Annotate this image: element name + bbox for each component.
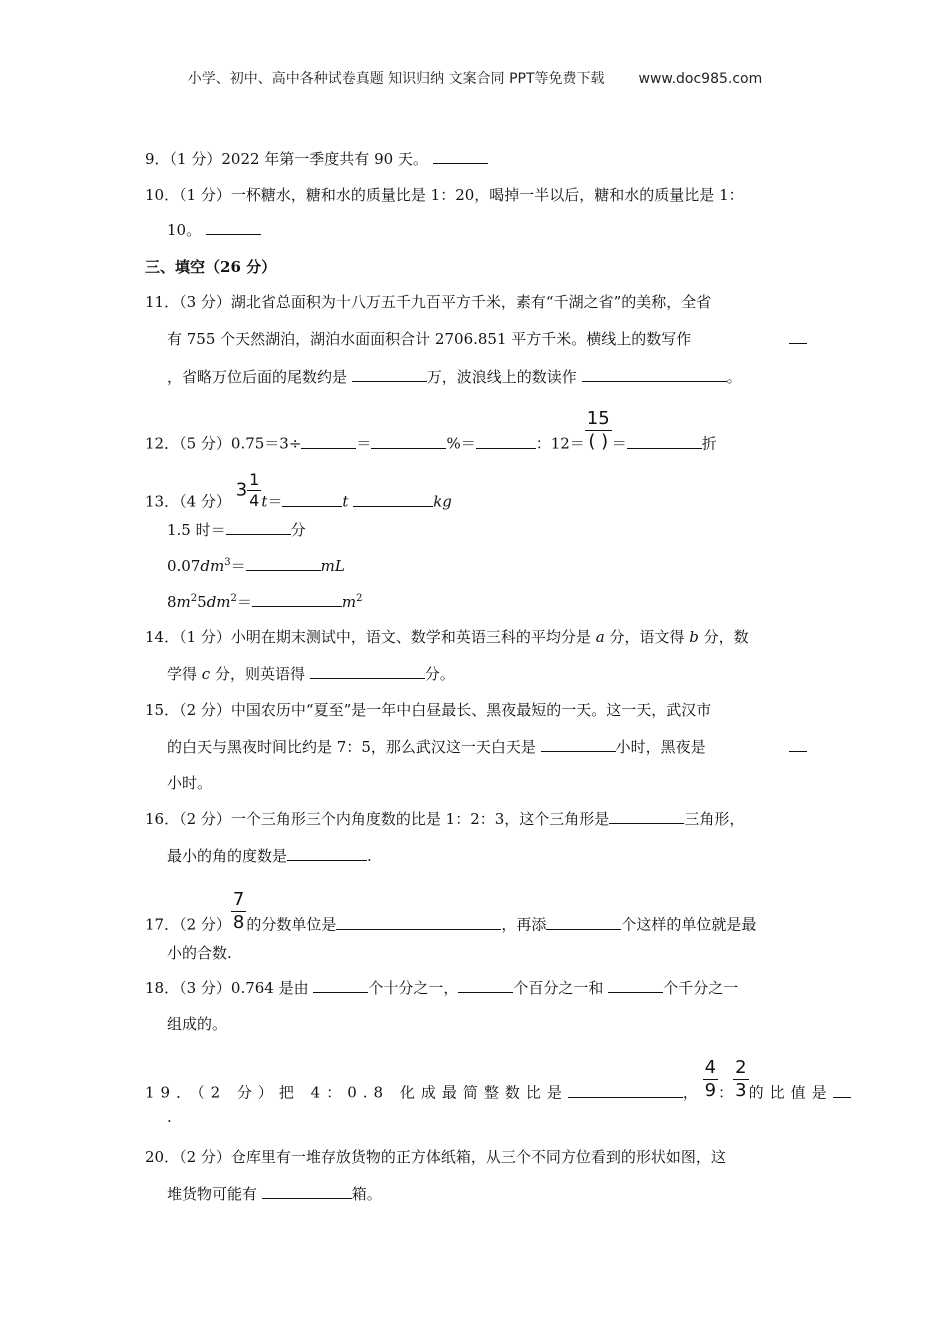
q16-blank-2[interactable] [287,845,367,861]
question-13-line4 [167,591,363,612]
q13-number: 13． [145,492,180,511]
q13-l3-sup: 3 [224,557,231,568]
q17-frac-num: 7 [232,889,245,910]
q18-blank-2[interactable] [458,977,513,993]
q15-blank-1[interactable] [541,736,616,752]
q17-l1c: 个这样的单位就是最 [621,915,757,934]
question-12 [145,408,717,465]
section-3-title: 三、填空（26 分） [145,258,277,276]
q14-l2a: 学得 [167,665,198,683]
q19-score: （2 分） [197,1083,279,1102]
question-10-cont [167,219,261,240]
q11-line1: 湖北省总面积为十八万五千九百平方千米，素有“千湖之省”的美称，全省 [230,293,712,311]
q14-var-b: b [689,628,699,646]
q10-cont-text: 10。 [167,221,202,239]
q13-mixed-den: 4 [249,491,260,510]
q18-blank-3[interactable] [608,977,663,993]
q20-l2b: 箱。 [351,1185,382,1203]
q17-number: 17． [145,915,180,934]
q15-blank-2[interactable] [789,736,807,752]
q18-blank-1[interactable] [313,977,368,993]
q11-line3c: 。 [726,368,742,386]
q13-mixed-num: 1 [249,470,260,489]
q17-blank-2[interactable] [546,914,621,930]
question-14-line2 [167,663,455,684]
q20-answer-blank[interactable] [262,1183,352,1199]
q14-score: （1 分） [179,628,231,646]
q16-l2b: . [367,847,372,865]
q13-l3a: 0.07 [167,557,201,575]
q20-number: 20． [145,1148,180,1166]
q11-number: 11． [145,293,180,311]
question-13-line3 [167,555,345,576]
q17-fraction [231,891,246,932]
q17-frac-den: 8 [232,912,245,933]
q19-l1a: 把 4：0.8 化成最简整数比是 [278,1083,568,1102]
question-16 [145,808,744,829]
q14-var-a: a [595,628,605,646]
q16-score: （2 分） [179,810,231,828]
q14-l1a: 小明在期末测试中，语文、数学和英语三科的平均分是 [230,628,591,646]
q13-unit-kg: kg [433,492,452,511]
question-19-line2: . [167,1108,172,1126]
question-13 [145,470,452,521]
q18-l1b: 个十分之一， [368,979,459,997]
q19-fraction-2 [733,1059,748,1100]
question-18-line2: 组成的。 [167,1015,228,1033]
q11-blank-3[interactable] [582,366,727,382]
q10-score: （1 分） [179,186,231,204]
q9-answer-blank[interactable] [433,148,488,164]
q17-blank-1[interactable] [336,914,501,930]
q13-l2b: 分 [290,521,306,539]
q13-l4b: 5 [197,593,207,611]
q10-answer-blank[interactable] [206,219,261,235]
question-15-line2 [167,736,706,757]
question-20-line2 [167,1183,382,1204]
q15-line1: 中国农历中“夏至”是一年中白昼最长、黑夜最短的一天。这一天，武汉市 [230,701,712,719]
q12-frac-denominator[interactable]: ( ) [588,431,609,452]
question-14 [145,626,749,647]
q19-number: 19． [145,1083,198,1102]
q13-unit-t2: t [342,492,349,511]
q13-unit-t: t [261,492,268,511]
q12-fraction [585,410,612,451]
q12-score: （5 分） [179,434,231,453]
q13-l3c: mL [320,557,345,575]
q13-l4c: ＝ [236,593,252,611]
question-17-line2: 小的合数. [167,944,232,962]
question-13-line2 [167,519,306,540]
question-19 [145,1057,851,1114]
q11-line2-text: 有 755 个天然湖泊，湖泊水面面积合计 2706.851 平方千米。横线上的数写作 [167,330,692,348]
q13-score: （4 分） [179,492,231,511]
q20-l1: 仓库里有一堆存放货物的正方体纸箱，从三个不同方位看到的形状如图，这 [230,1148,726,1166]
q12-part5: ＝ [611,434,627,453]
q16-l1a: 一个三角形三个内角度数的比是 1：2：3，这个三角形是 [230,810,610,828]
q16-blank-1[interactable] [609,808,684,824]
question-11 [145,291,711,312]
q14-number: 14． [145,628,180,646]
q19-f2-den: 3 [735,1080,747,1101]
q12-blank-1[interactable] [301,433,356,449]
q20-score: （2 分） [179,1148,231,1166]
question-11-line2 [167,328,691,349]
q13-l4a: 8 [167,593,177,611]
q13-blank-1[interactable] [282,491,342,507]
q13-blank-5[interactable] [252,591,342,607]
q14-answer-blank[interactable] [310,663,425,679]
q19-fraction-1 [703,1059,718,1100]
q18-number: 18． [145,979,180,997]
page-header [0,68,950,88]
q16-l1b: 三角形， [684,810,745,828]
q18-l1d: 个千分之一 [663,979,739,997]
q13-mixed-number [236,472,262,509]
q13-l4m: m [176,593,191,611]
q19-blank-1[interactable] [568,1082,683,1098]
q9-score: （1 分） [169,150,222,168]
q13-l4d: m [341,593,357,611]
q13-blank-2[interactable] [353,491,433,507]
q15-line2a: 的白天与黑夜时间比约是 7：5，那么武汉这一天白天是 [167,738,536,756]
q13-l3b: ＝ [230,557,246,575]
q13-l3-unit: dm [200,557,225,575]
question-17 [145,889,757,946]
q13-blank-4[interactable] [246,555,321,571]
header-site-link[interactable]: www.doc985.com [638,71,763,87]
q13-mixed-fraction [247,472,261,509]
q19-f1-den: 9 [704,1080,717,1101]
q17-l1a: 的分数单位是 [246,915,337,934]
q18-score: （3 分） [179,979,231,997]
q13-l4dm: dm [206,593,231,611]
q10-number: 10． [145,186,180,204]
q12-part1: 0.75＝3÷ [230,434,302,453]
question-18 [145,977,738,998]
q13-l4sup1: 2 [190,593,198,604]
q14-var-c: c [201,665,211,683]
question-10 [145,184,744,205]
q19-l1c: 的比值是 [748,1083,833,1102]
q13-l4sup2: 2 [230,593,237,604]
q14-l1b: 分，语文得 [609,628,685,646]
q12-blank-2[interactable] [371,433,446,449]
q15-number: 15． [145,701,180,719]
q13-blank-3[interactable] [226,519,291,535]
question-16-line2 [167,845,372,866]
question-15-line3: 小时。 [167,774,213,792]
q14-l1c: 分，数 [703,628,749,646]
q11-blank-1[interactable] [789,328,807,344]
q9-text: 2022 年第一季度共有 90 天。 [221,150,428,168]
q18-l1c: 个百分之一和 [513,979,604,997]
q12-blank-4[interactable] [627,433,702,449]
q12-blank-3[interactable] [476,433,536,449]
q12-number: 12． [145,434,180,453]
q19-blank-2[interactable] [833,1082,851,1098]
q11-blank-2[interactable] [352,366,427,382]
q10-text: 一杯糖水，糖和水的质量比是 1：20，喝掉一半以后，糖和水的质量比是 1： [230,186,744,204]
q14-l2c: 分。 [424,665,455,683]
q12-part2: ＝ [356,434,372,453]
q15-score: （2 分） [179,701,231,719]
question-20 [145,1146,726,1167]
q19-colon: ： [718,1083,734,1102]
q12-part6: 折 [701,434,717,453]
q18-l1a: 0.764 是由 [230,979,309,997]
q12-part3: %＝ [446,434,476,453]
q17-l1b: ，再添 [501,915,547,934]
q17-score: （2 分） [179,915,231,934]
question-15 [145,699,711,720]
q19-f1-num: 4 [704,1057,717,1078]
q20-l2a: 堆货物可能有 [167,1185,258,1203]
q11-score: （3 分） [179,293,231,311]
q11-line3a: ，省略万位后面的尾数约是 [167,368,348,386]
q13-l2a: 1.5 时＝ [167,521,226,539]
question-11-line3 [167,366,742,387]
q11-line3b: 万，波浪线上的数读作 [426,368,577,386]
q15-line2b: 小时，黑夜是 [615,738,706,756]
question-9 [145,148,488,169]
q13-mixed-whole: 3 [235,479,248,501]
q14-l2b: 分，则英语得 [214,665,305,683]
q16-l2a: 最小的角的度数是 [167,847,288,865]
header-text: 小学、初中、高中各种试卷真题 知识归纳 文案合同 PPT等免费下载 [187,71,605,87]
q13-eq: ＝ [267,492,283,511]
q13-l4sup3: 2 [356,593,363,604]
q16-number: 16． [145,810,180,828]
q9-number: 9． [145,150,170,168]
q12-part4: ：12＝ [535,434,585,453]
q19-f2-num: 2 [735,1057,747,1078]
q12-frac-numerator: 15 [586,408,610,429]
q19-l1b: ， [682,1083,698,1102]
